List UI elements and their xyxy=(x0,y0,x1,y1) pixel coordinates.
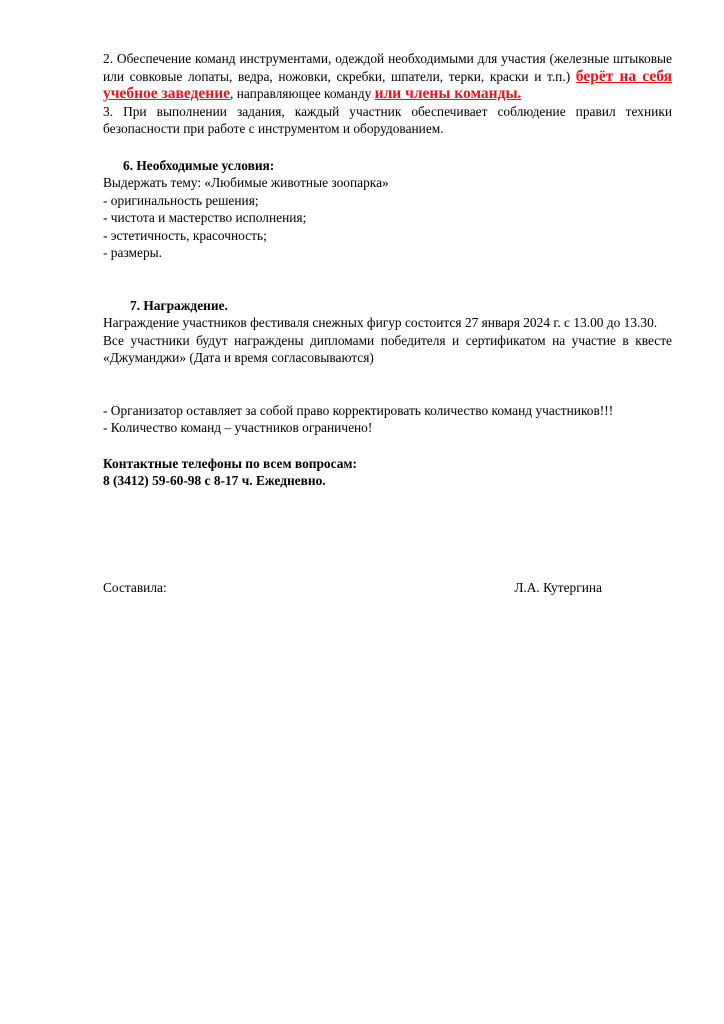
signature-label: Составила: xyxy=(103,579,167,595)
note-item: - Организатор оставляет за собой право корректировать количество команд участников!!! xyxy=(103,402,614,418)
criteria-item: - оригинальность решения; xyxy=(103,192,259,208)
contacts-phone: 8 (3412) 59-60-98 с 8-17 ч. Ежедневно. xyxy=(103,473,326,488)
tools-text-continued: , направляющее команду xyxy=(230,86,375,101)
note-item: - Количество команд – участников ограничено! xyxy=(103,420,373,435)
paragraph-tools xyxy=(103,50,672,103)
signature-row xyxy=(103,579,602,597)
highlight-institution: берёт на себя учебное заведение xyxy=(103,67,672,102)
contacts-heading: Контактные телефоны по всем вопросам: xyxy=(103,455,358,471)
tools-text: 2. Обеспечение команд инструментами, одеждой необходимыми для участия (железные штыковые или совковые лопаты, ведра, ножовки, скребки, шпатели, терки, краски и т.п.) xyxy=(103,51,672,84)
highlight-team-members: или члены команды. xyxy=(374,85,522,102)
document-page xyxy=(103,50,672,596)
section-7-heading: 7. Награждение. xyxy=(130,297,228,313)
criteria-item: - чистота и мастерство исполнения; xyxy=(103,210,307,225)
paragraph-award-diplomas: Все участники будут награждены дипломами победителя и сертификатом на участие в квесте «Джуманджи» (Дата и время согласовываются) xyxy=(103,332,672,365)
criteria-item: - размеры. xyxy=(103,245,163,260)
criteria-item: - эстетичность, красочность; xyxy=(103,227,267,243)
paragraph-safety: 3. При выполнении задания, каждый участник обеспечивает соблюдение правил техники безопасности при работе с инструментом и оборудованием. xyxy=(103,103,672,136)
signature-name: Л.А. Кутергина xyxy=(514,579,602,595)
theme-line: Выдержать тему: «Любимые животные зоопарка» xyxy=(103,175,389,190)
paragraph-award-date: Награждение участников фестиваля снежных фигур состоится 27 января 2024 г. с 13.00 до 13.30. xyxy=(103,315,658,330)
section-6-heading: 6. Необходимые условия: xyxy=(123,157,275,173)
